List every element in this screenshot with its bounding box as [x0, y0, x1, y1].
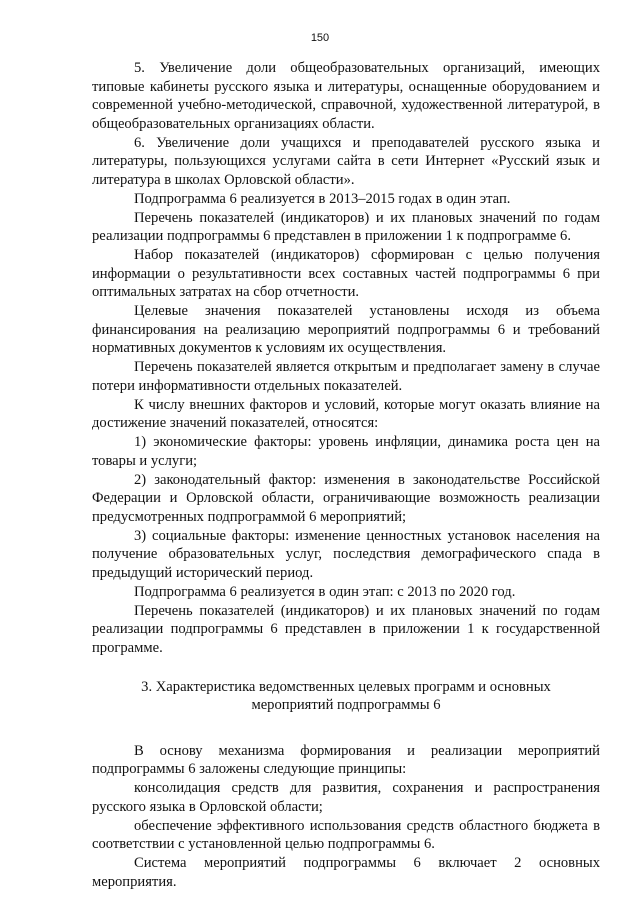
paragraph-target-values: Целевые значения показателей установлены исходя из объема финансирования на реализацию мероприятий подпрограммы 6 и требований нормативных документов к условиям их осуществления. — [92, 303, 600, 357]
paragraph-open-list: Перечень показателей является открытым и предполагает замену в случае потери информативности отдельных показателей. — [92, 359, 600, 394]
section-heading — [92, 678, 600, 715]
paragraph-indicator-5: 5. Увеличение доли общеобразовательных организаций, имеющих типовые кабинеты русского языка и литературы, оснащенные оборудованием и современной учебно-методической, справочной, художественной литературой, в общеобразовательных организациях области. — [92, 60, 600, 132]
paragraph-indicator-set: Набор показателей (индикаторов) сформирован с целью получения информации о результативности всех составных частей подпрограммы 6 при оптимальных затратах на сбор отчетности. — [92, 247, 600, 301]
paragraph-principles: В основу механизма формирования и реализации мероприятий подпрограммы 6 заложены следующие принципы: — [92, 742, 600, 778]
paragraph-measures-system: Система мероприятий подпрограммы 6 включает 2 основных мероприятия. — [92, 855, 600, 890]
paragraph-indicator-appendix: Перечень показателей (индикаторов) и их плановых значений по годам реализации подпрограммы 6 представлен в приложении 1 к государственной программе. — [92, 602, 600, 656]
paragraph-consolidation: консолидация средств для развития, сохранения и распространения русского языка в Орловской области; — [92, 780, 600, 815]
paragraph-social-factors: 3) социальные факторы: изменение ценностных установок населения на получение образовательных услуг, последствия демографического спада в предыдущий исторический период. — [92, 527, 600, 581]
paragraph-economic-factors: 1) экономические факторы: уровень инфляции, динамика роста цен на товары и услуги; — [92, 434, 600, 469]
section-heading-line-1: 3. Характеристика ведомственных целевых программ и основных — [141, 678, 551, 695]
page-number: 150 — [310, 32, 330, 44]
paragraph-external-factors: К числу внешних факторов и условий, которые могут оказать влияние на достижение значений показателей, относятся: — [92, 396, 600, 432]
paragraph-single-stage: Подпрограмма 6 реализуется в один этап: с 2013 по 2020 год. — [134, 583, 516, 600]
paragraph-budget-efficiency: обеспечение эффективного использования средств областного бюджета в соответствии с установленной целью подпрограммы 6. — [92, 817, 600, 853]
paragraph-indicator-6: 6. Увеличение доли учащихся и преподавателей русского языка и литературы, пользующихся услугами сайта в сети Интернет «Русский язык и литература в школах Орловской области». — [92, 134, 600, 188]
document-body — [92, 59, 600, 892]
paragraph-indicator-list: Перечень показателей (индикаторов) и их плановых значений по годам реализации подпрограммы 6 представлен в приложении 1 к подпрограмме 6. — [92, 209, 600, 245]
paragraph-legislative-factor: 2) законодательный фактор: изменения в законодательстве Российской Федерации и Орловской области, ограничивающие возможность реализации предусмотренных подпрограммой 6 мероприятий; — [92, 471, 600, 525]
section-heading-line-2: мероприятий подпрограммы 6 — [251, 697, 441, 714]
paragraph-implementation-period: Подпрограмма 6 реализуется в 2013–2015 годах в один этап. — [134, 190, 511, 207]
